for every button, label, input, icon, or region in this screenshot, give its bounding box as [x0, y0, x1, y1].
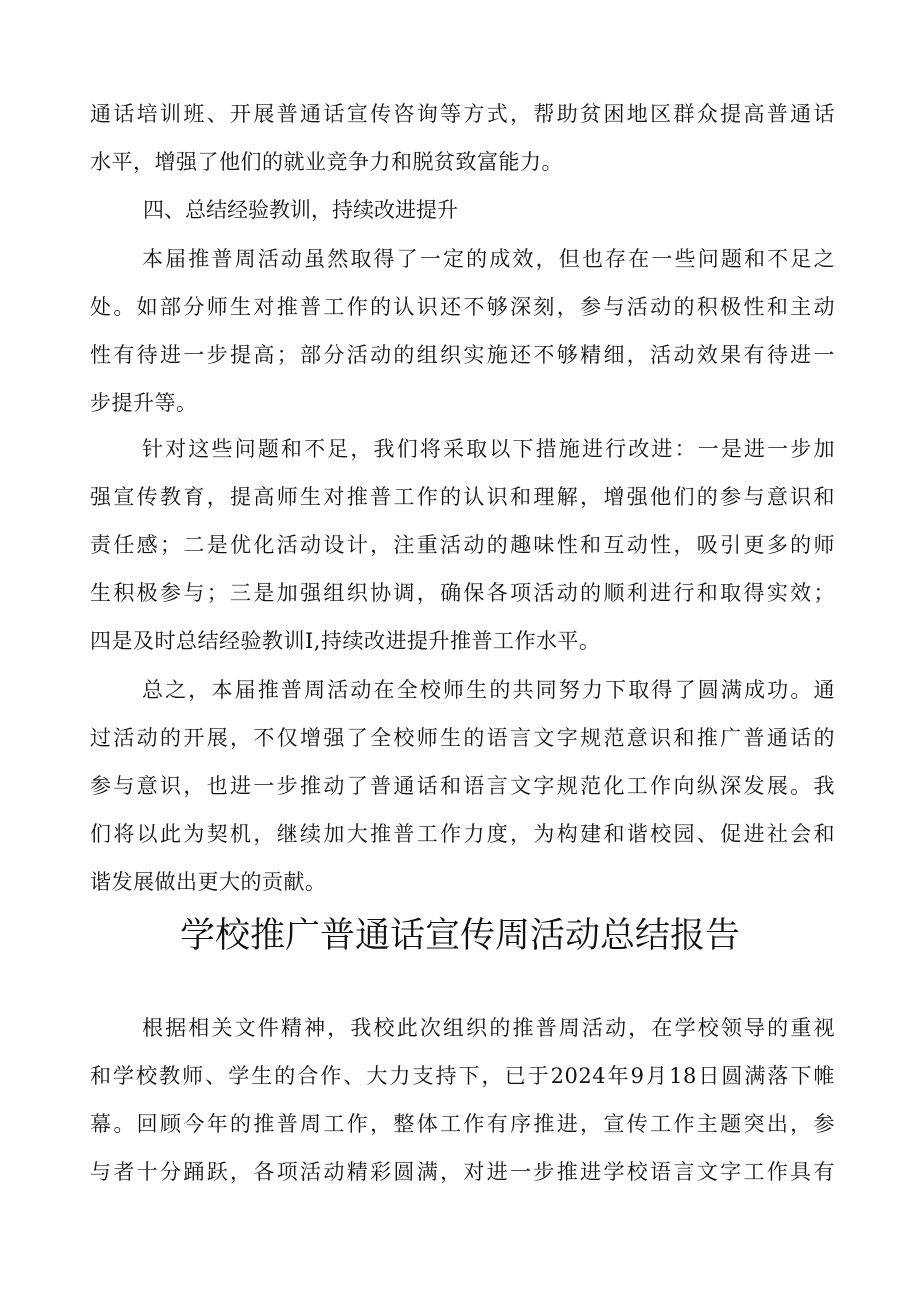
paragraph-line: 生积极参与；三是加强组织协调，确保各项活动的顺利进行和取得实效； — [90, 581, 835, 605]
report-title: 学校推广普通话宣传周活动总结报告 — [179, 916, 740, 956]
intro-paragraph — [90, 90, 835, 186]
paragraph-line: 四是及时总结经验教训Ⅰ,持续改进提升推普工作水平。 — [90, 629, 601, 653]
paragraph-line: 通话培训班、开展普通话宣传咨询等方式，帮助贫困地区群众提高普通话 — [90, 102, 835, 126]
paragraph-line: 和学校教师、学生的合作、大力支持下，已于2024年9月18日圆满落下帷 — [90, 1064, 835, 1088]
paragraph-line: 处。如部分师生对推普工作的认识还不够深刻，参与活动的积极性和主动 — [90, 295, 835, 319]
paragraph-line: 们将以此为契机，继续加大推普工作力度，为构建和谐校园、促进社会和 — [90, 822, 835, 846]
paragraph-line: 与者十分踊跃，各项活动精彩圆满，对进一步推进学校语言文字工作具有 — [90, 1160, 835, 1184]
paragraph-report-intro — [90, 1004, 835, 1196]
paragraph-line: 步提升等。 — [90, 391, 198, 415]
paragraph-line: 针对这些问题和不足，我们将采取以下措施进行改进：一是进一步加 — [142, 437, 835, 461]
paragraph-line: 根据相关文件精神，我校此次组织的推普周活动，在学校领导的重视 — [142, 1016, 835, 1040]
paragraph-line: 强宣传教育，提高师生对推普工作的认识和理解，增强他们的参与意识和 — [90, 485, 835, 509]
paragraph-line: 总之，本届推普周活动在全校师生的共同努力下取得了圆满成功。通 — [142, 678, 835, 702]
paragraph-measures — [90, 425, 835, 665]
paragraph-shortcomings — [90, 235, 835, 427]
paragraph-conclusion — [90, 666, 835, 906]
paragraph-line: 幕。回顾今年的推普周工作，整体工作有序推进，宣传工作主题突出，参 — [90, 1112, 835, 1136]
paragraph-line: 性有待进一步提高；部分活动的组织实施还不够精细，活动效果有待进一 — [90, 343, 835, 367]
paragraph-line: 水平，增强了他们的就业竞争力和脱贫致富能力。 — [90, 150, 563, 174]
paragraph-line: 责任感；二是优化活动设计，注重活动的趣味性和互动性，吸引更多的师 — [90, 533, 835, 557]
paragraph-line: 谐发展做出更大的贡献。 — [90, 870, 327, 894]
paragraph-line: 本届推普周活动虽然取得了一定的成效，但也存在一些问题和不足之 — [142, 247, 835, 271]
paragraph-line: 参与意识，也进一步推动了普通话和语言文字规范化工作向纵深发展。我 — [90, 774, 835, 798]
paragraph-line: 过活动的开展，不仅增强了全校师生的语言文字规范意识和推广普通话的 — [90, 726, 835, 750]
section-heading: 四、总结经验教训，持续改进提升 — [143, 198, 458, 222]
